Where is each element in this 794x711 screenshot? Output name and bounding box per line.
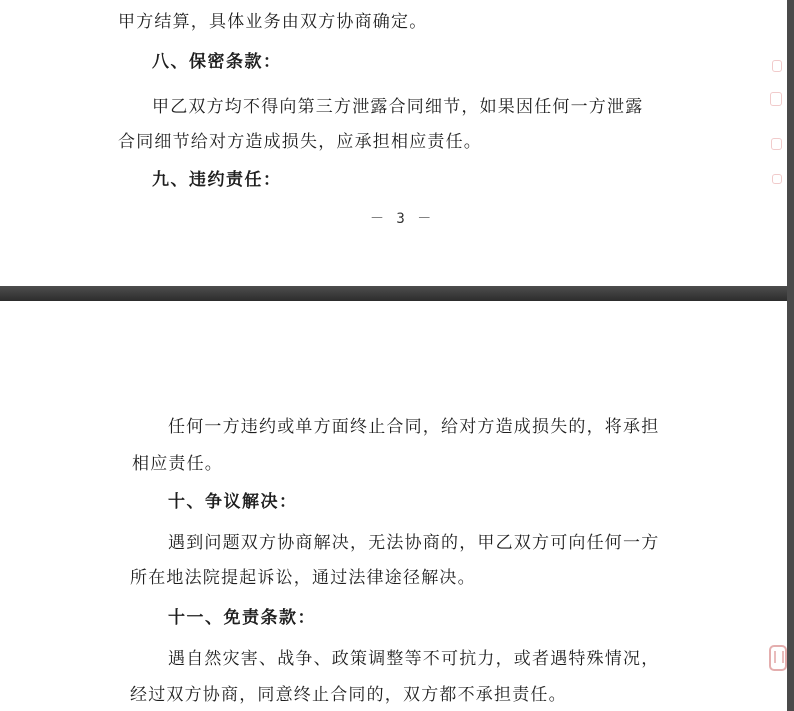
- body-line: 甲方结算，具体业务由双方协商确定。: [118, 12, 428, 32]
- body-line: 甲乙双方均不得向第三方泄露合同细节，如果因任何一方泄露: [152, 97, 644, 117]
- page-4: [0, 301, 787, 711]
- page-separator: [0, 286, 794, 301]
- body-line: 合同细节给对方造成损失，应承担相应责任。: [118, 132, 482, 152]
- body-line: 遇自然灾害、战争、政策调整等不可抗力，或者遇特殊情况，: [168, 649, 660, 669]
- seal-mark-icon: [770, 92, 782, 106]
- seal-fragment-icon: [769, 645, 787, 671]
- seal-mark-icon: [772, 174, 782, 184]
- section-heading-dispute: 十、争议解决：: [168, 492, 298, 512]
- section-heading-confidentiality: 八、保密条款：: [152, 52, 282, 72]
- body-line: 任何一方违约或单方面终止合同，给对方造成损失的，将承担: [168, 417, 660, 437]
- page-3: [0, 0, 787, 286]
- section-heading-exemption: 十一、免责条款：: [168, 608, 316, 628]
- body-line: 相应责任。: [132, 454, 223, 474]
- body-line: 经过双方协商，同意终止合同的，双方都不承担责任。: [130, 685, 567, 705]
- page-number: － 3 －: [370, 211, 434, 227]
- seal-mark-icon: [771, 138, 782, 150]
- viewer-edge: [787, 0, 794, 711]
- seal-mark-icon: [772, 60, 782, 72]
- body-line: 遇到问题双方协商解决，无法协商的，甲乙双方可向任何一方: [168, 533, 660, 553]
- section-heading-liability: 九、违约责任：: [152, 170, 282, 190]
- body-line: 所在地法院提起诉讼，通过法律途径解决。: [130, 568, 476, 588]
